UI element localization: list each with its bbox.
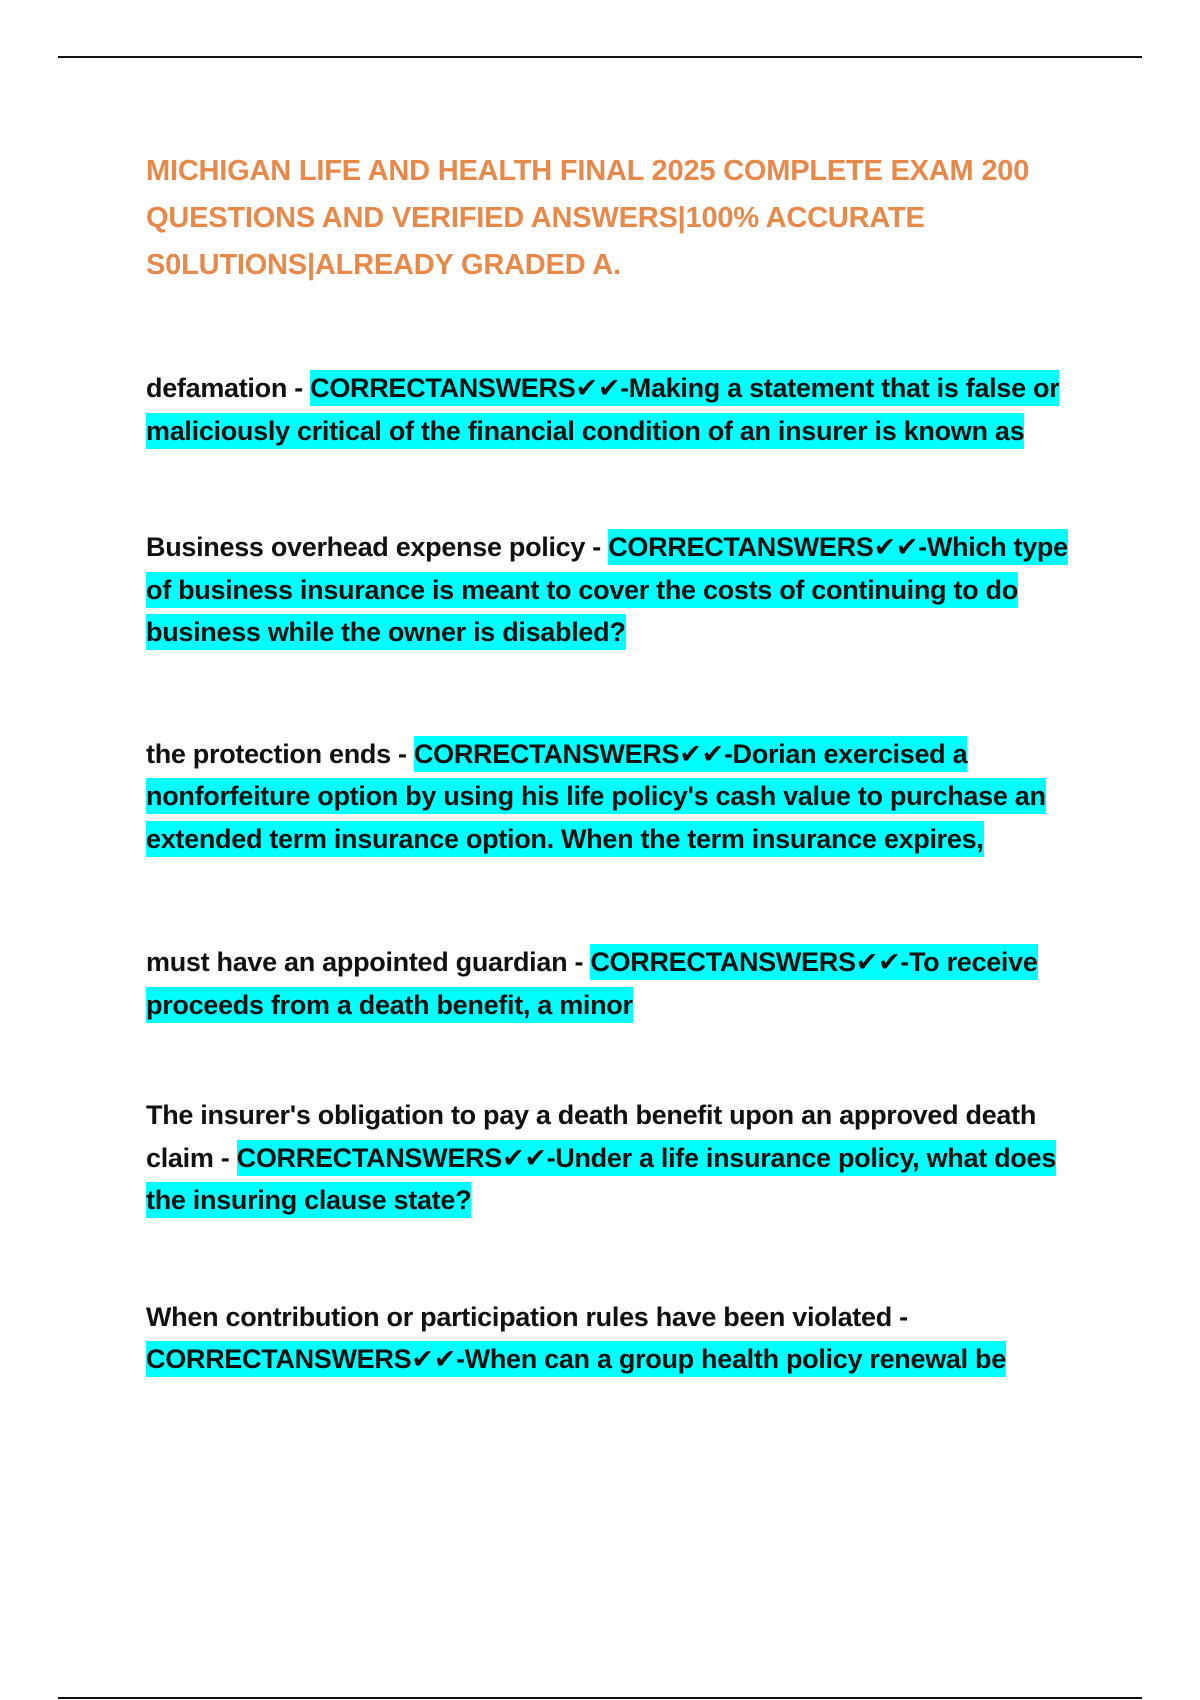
- qa-item-1: [146, 367, 1086, 452]
- top-rule: [58, 56, 1142, 58]
- qa-answer: CORRECTANSWERS✔✔-To receive proceeds from a death benefit, a minor: [146, 944, 1038, 1023]
- qa-item-3: [146, 733, 1086, 861]
- qa-term: defamation -: [146, 373, 311, 403]
- qa-item-2: [146, 526, 1086, 654]
- qa-term: Business overhead expense policy -: [146, 532, 609, 562]
- qa-term: the protection ends -: [146, 738, 414, 769]
- document-title: MICHIGAN LIFE AND HEALTH FINAL 2025 COMPLETE EXAM 200 QUESTIONS AND VERIFIED ANSWERS|100% ACCURATE S0LUTIONS|ALREADY GRADED A.: [146, 155, 1030, 281]
- qa-answer: CORRECTANSWERS✔✔-Making a statement that is false or maliciously critical of the financial condition of an insurer is known as: [146, 370, 1059, 449]
- qa-item-6: [146, 1296, 1086, 1381]
- page-content: [146, 148, 1086, 1381]
- qa-item-5: [146, 1094, 1086, 1222]
- qa-answer: CORRECTANSWERS✔✔-When can a group health policy renewal be: [146, 1341, 1006, 1377]
- qa-term: When contribution or participation rules have been violated -: [146, 1301, 908, 1332]
- bottom-rule: [58, 1697, 1142, 1699]
- qa-term: The insurer's obligation to pay a death benefit upon an approved death claim -: [146, 1100, 1037, 1173]
- qa-answer: CORRECTANSWERS✔✔-Which type of business insurance is meant to cover the costs of continuing to do business while the owner is disabled?: [146, 529, 1068, 650]
- qa-answer: CORRECTANSWERS✔✔-Under a life insurance policy, what does the insuring clause state?: [146, 1140, 1056, 1219]
- qa-answer: CORRECTANSWERS✔✔-Dorian exercised a nonforfeiture option by using his life policy's cash value to purchase an extended term insurance option. When the term insurance expires,: [146, 736, 1046, 857]
- qa-term: must have an appointed guardian -: [146, 947, 591, 977]
- qa-item-4: [146, 941, 1086, 1026]
